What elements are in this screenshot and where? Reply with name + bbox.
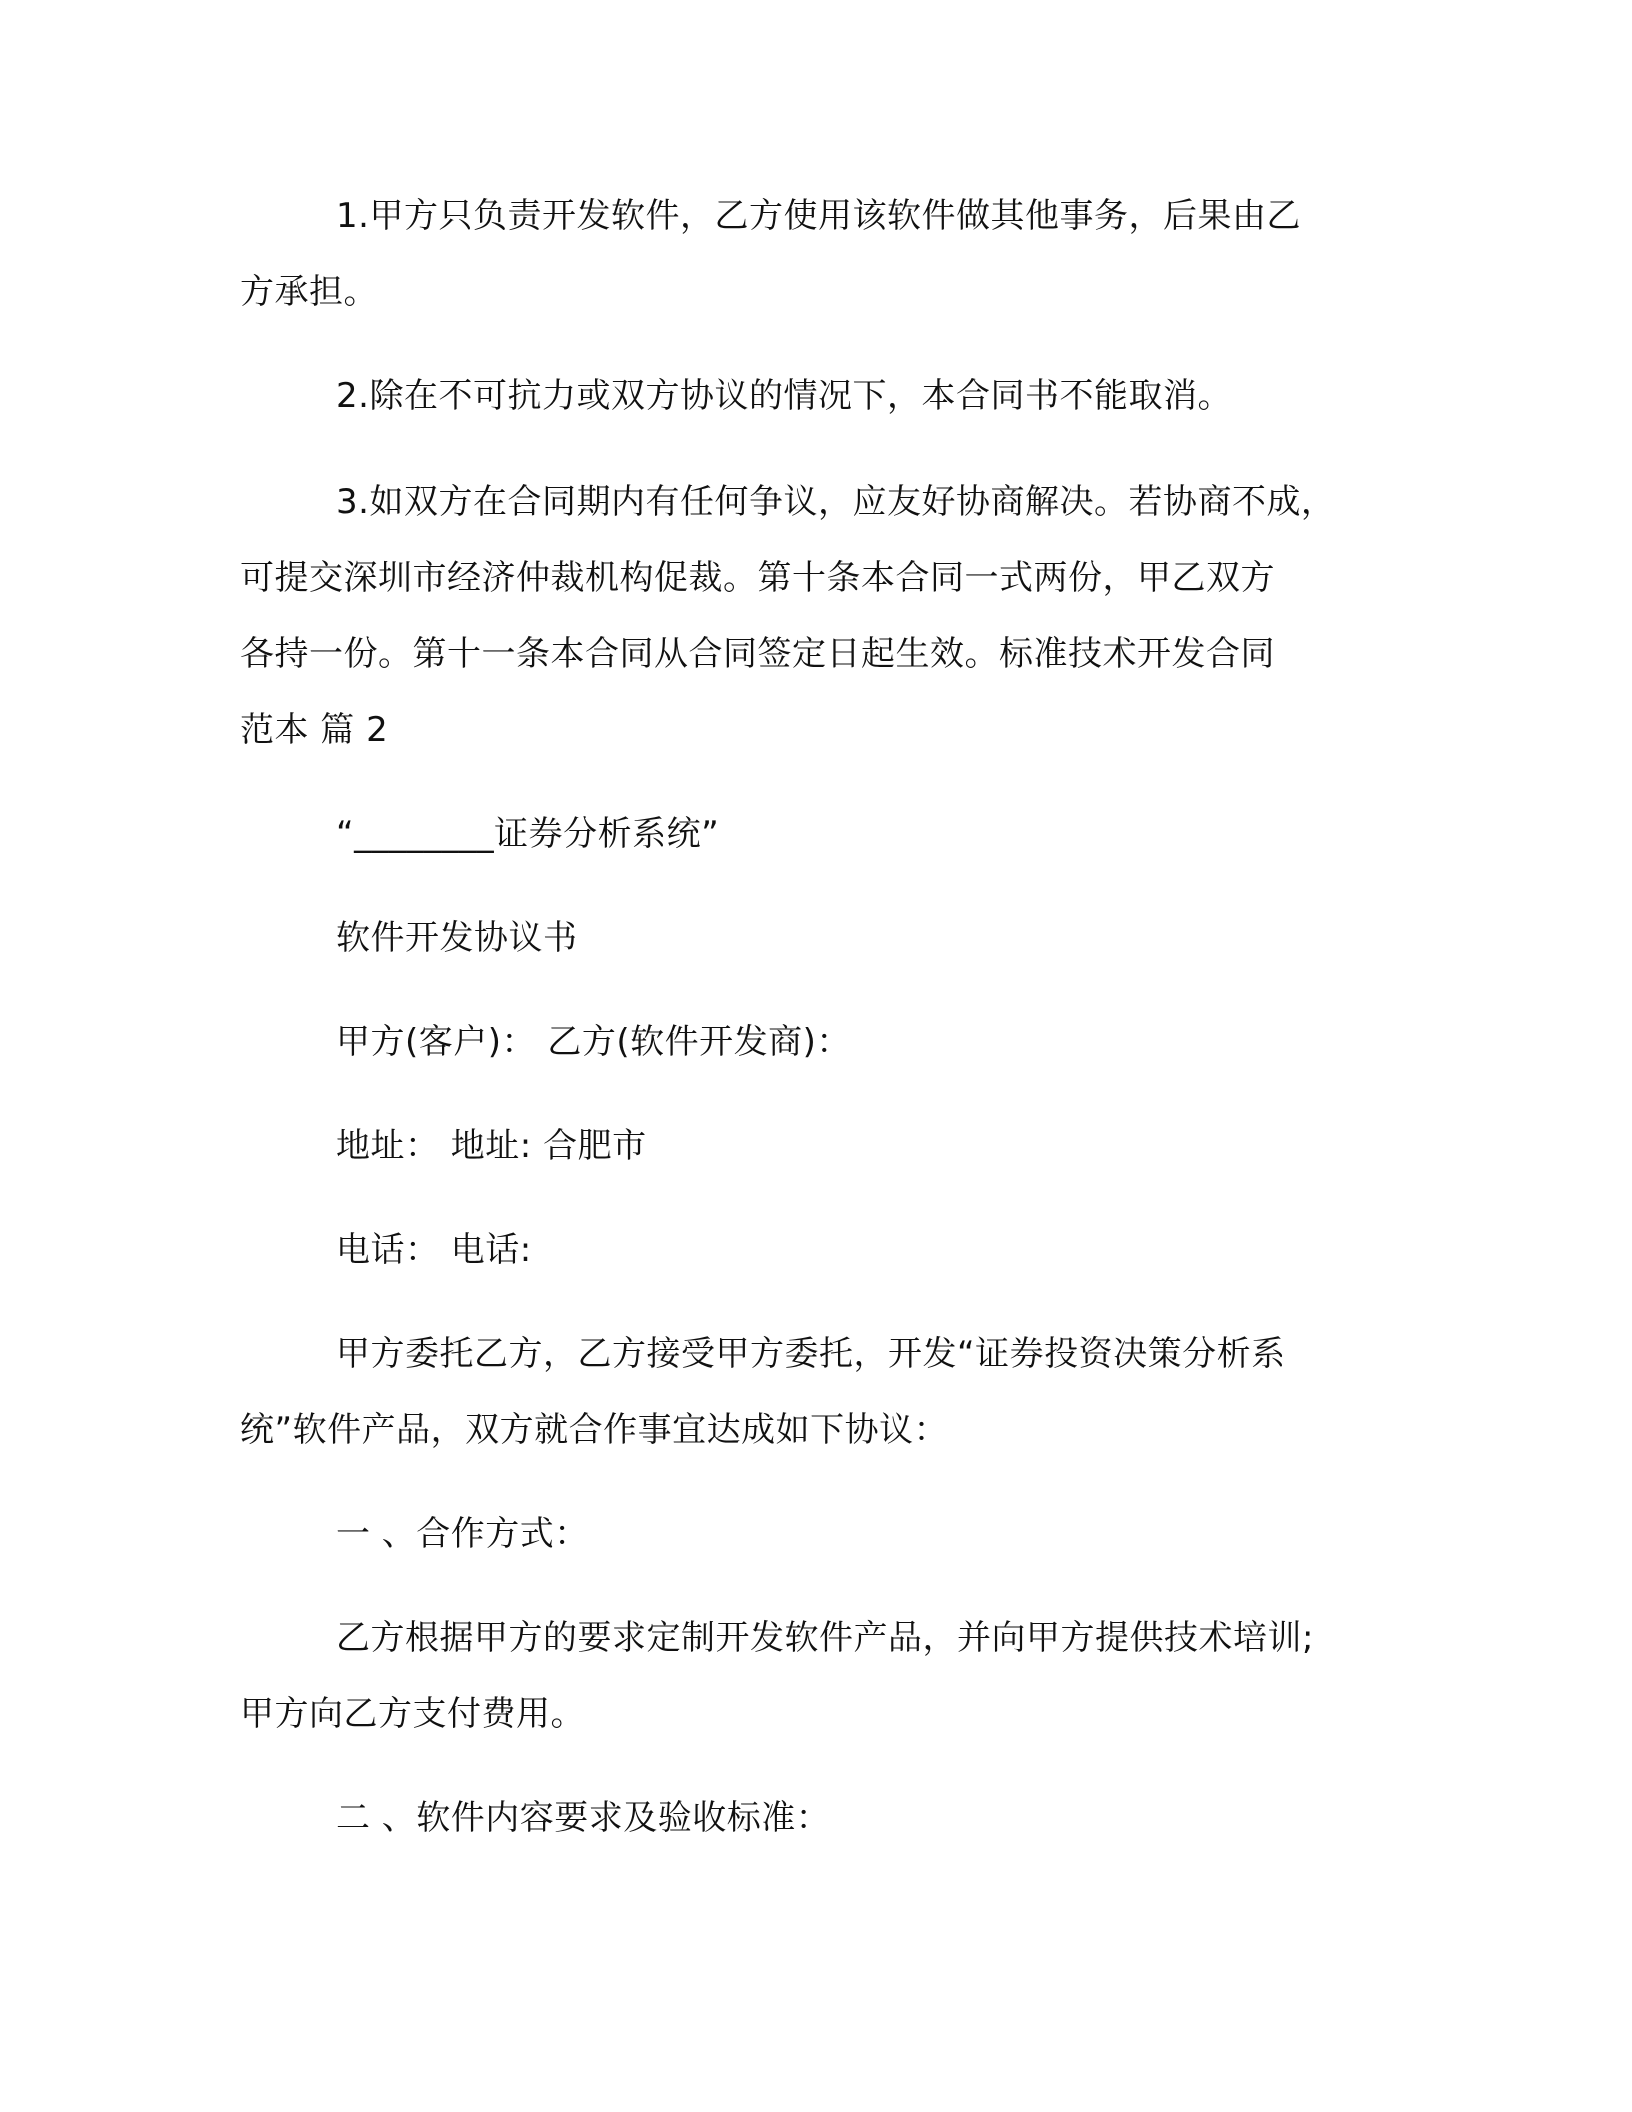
paragraph-line: 各持一份。第十一条本合同从合同签定日起生效。标准技术开发合同 [240, 634, 1275, 674]
paragraph-clause-1 [240, 178, 1390, 330]
agreement-title [240, 900, 1390, 976]
paragraph-line: 统”软件产品，双方就合作事宜达成如下协议： [240, 1410, 949, 1450]
paragraph-line: 甲方向乙方支付费用。 [240, 1694, 585, 1734]
paragraph-line: 1.甲方只负责开发软件，乙方使用该软件做其他事务，后果由乙 [336, 196, 1301, 236]
paragraph-line: 甲方(客户)： 乙方(软件开发商)： [336, 1022, 851, 1062]
paragraph-line: 软件开发协议书 [336, 918, 578, 958]
paragraph-line: 地址： 地址: 合肥市 [336, 1126, 647, 1166]
paragraph-line: 乙方根据甲方的要求定制开发软件产品，并向甲方提供技术培训; [336, 1618, 1314, 1658]
paragraph-cooperation [240, 1600, 1390, 1752]
section-heading-2 [240, 1780, 1390, 1856]
paragraph-line: 一 、合作方式： [336, 1514, 589, 1554]
paragraph-line: 2.除在不可抗力或双方协议的情况下，本合同书不能取消。 [336, 376, 1232, 416]
paragraph-line: 方承担。 [240, 272, 378, 312]
paragraph-line: 范本 篇 2 [240, 710, 389, 750]
paragraph-line: 二 、软件内容要求及验收标准： [336, 1798, 831, 1838]
phone-line [240, 1212, 1390, 1288]
address-line [240, 1108, 1390, 1184]
parties-line [240, 1004, 1390, 1080]
paragraph-line: 电话： 电话: [336, 1230, 532, 1270]
paragraph-line: “________证券分析系统” [336, 814, 720, 854]
system-title [240, 796, 1390, 872]
paragraph-line: 可提交深圳市经济仲裁机构促裁。第十条本合同一式两份，甲乙双方 [240, 558, 1275, 598]
paragraph-intro [240, 1316, 1390, 1468]
paragraph-line: 甲方委托乙方，乙方接受甲方委托，开发“证券投资决策分析系 [336, 1334, 1286, 1374]
paragraph-line: 3.如双方在合同期内有任何争议，应友好协商解决。若协商不成， [336, 482, 1336, 522]
section-heading-1 [240, 1496, 1390, 1572]
paragraph-clause-3 [240, 464, 1390, 768]
paragraph-clause-2 [240, 358, 1390, 434]
